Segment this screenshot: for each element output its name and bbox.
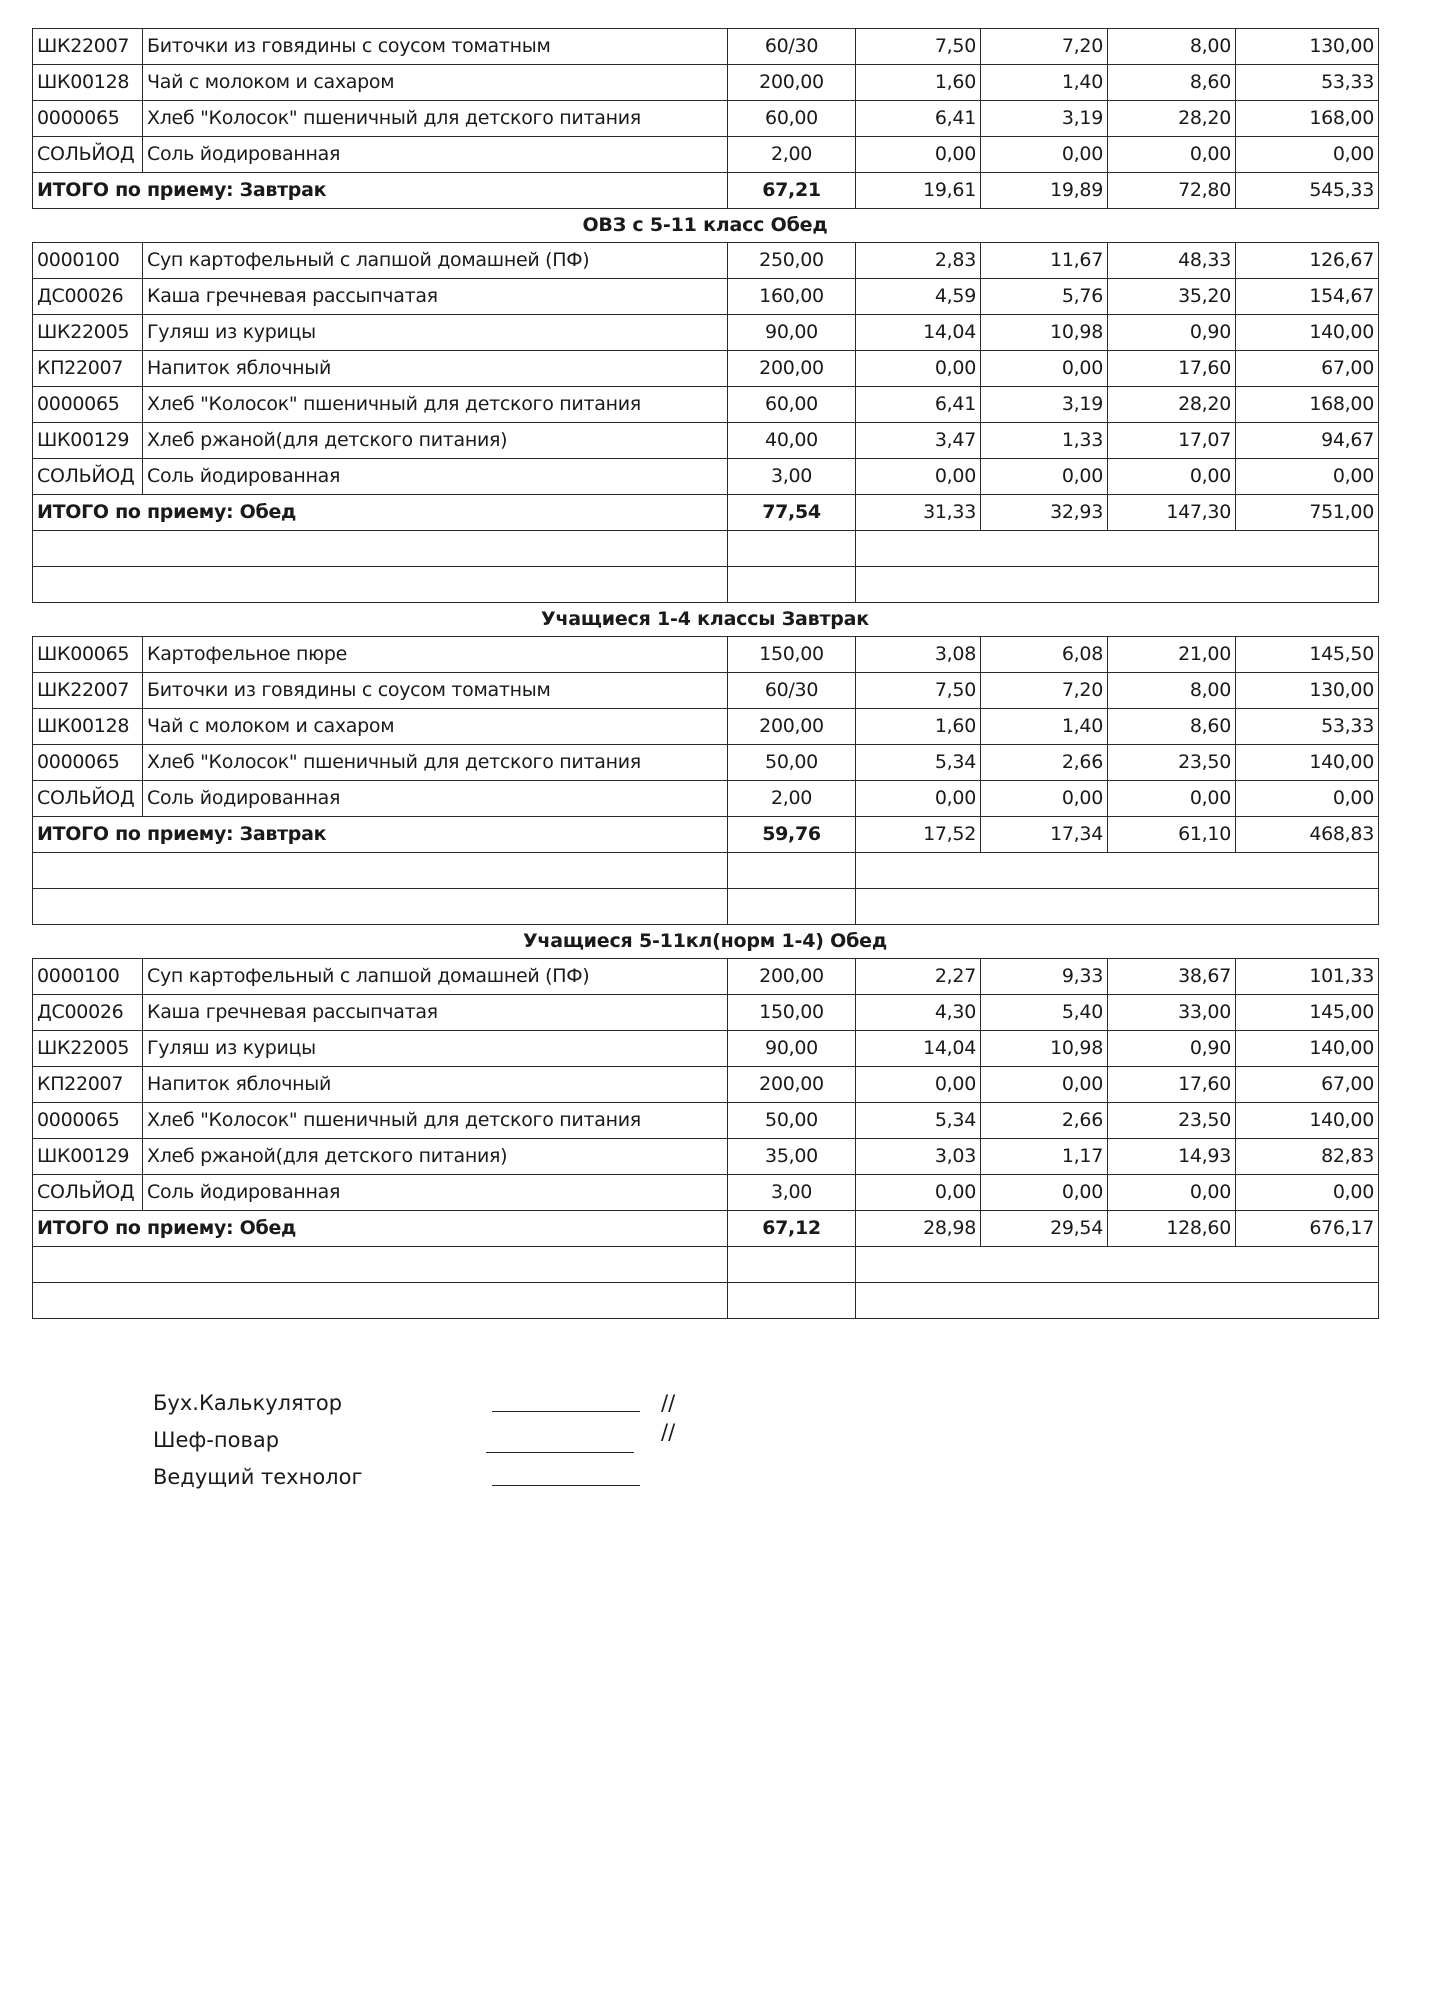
dish-code: КП22007 <box>33 1067 143 1103</box>
dish-name: Гуляш из курицы <box>143 315 728 351</box>
total-carbs: 61,10 <box>1108 817 1236 853</box>
total-calories: 545,33 <box>1236 173 1379 209</box>
calories: 154,67 <box>1236 279 1379 315</box>
dish-name: Суп картофельный с лапшой домашней (ПФ) <box>143 959 728 995</box>
calories: 82,83 <box>1236 1139 1379 1175</box>
fat: 1,40 <box>981 709 1108 745</box>
table-row <box>33 243 1379 279</box>
table-row <box>33 709 1379 745</box>
protein: 4,59 <box>856 279 981 315</box>
fat: 0,00 <box>981 1067 1108 1103</box>
total-label: ИТОГО по приему: Обед <box>33 1211 728 1247</box>
total-row <box>33 817 1379 853</box>
protein: 14,04 <box>856 315 981 351</box>
fat: 0,00 <box>981 1175 1108 1211</box>
protein: 0,00 <box>856 781 981 817</box>
protein: 6,41 <box>856 387 981 423</box>
total-fat: 32,93 <box>981 495 1108 531</box>
dish-name: Хлеб ржаной(для детского питания) <box>143 1139 728 1175</box>
carbs: 48,33 <box>1108 243 1236 279</box>
protein: 6,41 <box>856 101 981 137</box>
total-protein: 17,52 <box>856 817 981 853</box>
table-row <box>33 29 1379 65</box>
signature-role: Шеф-повар <box>153 1428 280 1452</box>
fat: 10,98 <box>981 315 1108 351</box>
table-row <box>33 351 1379 387</box>
protein: 2,27 <box>856 959 981 995</box>
dish-code: 0000065 <box>33 101 143 137</box>
menu-table-lunch-5-11 <box>32 958 1379 1319</box>
total-portion: 59,76 <box>728 817 856 853</box>
protein: 7,50 <box>856 29 981 65</box>
empty-row <box>33 531 1379 567</box>
total-protein: 31,33 <box>856 495 981 531</box>
table-row <box>33 1175 1379 1211</box>
menu-table-breakfast-1-4 <box>32 636 1379 925</box>
protein: 0,00 <box>856 137 981 173</box>
dish-code: СОЛЬЙОД <box>33 137 143 173</box>
calories: 94,67 <box>1236 423 1379 459</box>
calories: 168,00 <box>1236 387 1379 423</box>
carbs: 0,90 <box>1108 1031 1236 1067</box>
total-protein: 19,61 <box>856 173 981 209</box>
total-fat: 29,54 <box>981 1211 1108 1247</box>
dish-name: Соль йодированная <box>143 459 728 495</box>
signature-mark: // <box>661 1420 676 1444</box>
protein: 1,60 <box>856 65 981 101</box>
dish-name: Хлеб "Колосок" пшеничный для детского питания <box>143 1103 728 1139</box>
total-carbs: 147,30 <box>1108 495 1236 531</box>
portion: 250,00 <box>728 243 856 279</box>
dish-name: Напиток яблочный <box>143 351 728 387</box>
dish-code: ДС00026 <box>33 995 143 1031</box>
total-label: ИТОГО по приему: Завтрак <box>33 817 728 853</box>
portion: 60/30 <box>728 673 856 709</box>
table-row <box>33 315 1379 351</box>
dish-code: ШК22007 <box>33 673 143 709</box>
carbs: 28,20 <box>1108 101 1236 137</box>
portion: 2,00 <box>728 137 856 173</box>
empty-cell <box>33 531 728 567</box>
table-row <box>33 137 1379 173</box>
portion: 200,00 <box>728 959 856 995</box>
dish-name: Напиток яблочный <box>143 1067 728 1103</box>
signature-role: Ведущий технолог <box>153 1465 363 1489</box>
empty-cell <box>728 1247 856 1283</box>
section-title: Учащиеся 5-11кл(норм 1-4) Обед <box>522 930 888 952</box>
protein: 5,34 <box>856 745 981 781</box>
table-row <box>33 423 1379 459</box>
carbs: 0,00 <box>1108 459 1236 495</box>
calories: 0,00 <box>1236 1175 1379 1211</box>
dish-code: ШК00129 <box>33 1139 143 1175</box>
empty-cell <box>728 853 856 889</box>
total-portion: 67,21 <box>728 173 856 209</box>
carbs: 17,60 <box>1108 1067 1236 1103</box>
table-row <box>33 673 1379 709</box>
protein: 2,83 <box>856 243 981 279</box>
empty-cell <box>856 889 1379 925</box>
calories: 126,67 <box>1236 243 1379 279</box>
empty-row <box>33 1247 1379 1283</box>
protein: 3,08 <box>856 637 981 673</box>
table-row <box>33 279 1379 315</box>
signature-line <box>492 1411 640 1412</box>
total-calories: 751,00 <box>1236 495 1379 531</box>
fat: 5,40 <box>981 995 1108 1031</box>
carbs: 14,93 <box>1108 1139 1236 1175</box>
protein: 5,34 <box>856 1103 981 1139</box>
dish-name: Чай с молоком и сахаром <box>143 65 728 101</box>
calories: 145,00 <box>1236 995 1379 1031</box>
calories: 140,00 <box>1236 745 1379 781</box>
empty-cell <box>728 889 856 925</box>
calories: 67,00 <box>1236 1067 1379 1103</box>
calories: 168,00 <box>1236 101 1379 137</box>
portion: 60,00 <box>728 101 856 137</box>
dish-name: Соль йодированная <box>143 1175 728 1211</box>
fat: 6,08 <box>981 637 1108 673</box>
empty-cell <box>33 1247 728 1283</box>
carbs: 8,60 <box>1108 65 1236 101</box>
fat: 9,33 <box>981 959 1108 995</box>
carbs: 0,00 <box>1108 1175 1236 1211</box>
dish-name: Гуляш из курицы <box>143 1031 728 1067</box>
signature-block <box>153 1385 713 1496</box>
signature-technologist <box>153 1459 713 1496</box>
dish-code: ШК00129 <box>33 423 143 459</box>
empty-cell <box>856 1283 1379 1319</box>
total-calories: 676,17 <box>1236 1211 1379 1247</box>
menu-document <box>32 28 1378 1319</box>
portion: 150,00 <box>728 637 856 673</box>
total-row <box>33 173 1379 209</box>
dish-code: ШК22005 <box>33 1031 143 1067</box>
dish-code: 0000100 <box>33 243 143 279</box>
calories: 140,00 <box>1236 1103 1379 1139</box>
carbs: 8,00 <box>1108 673 1236 709</box>
table-row <box>33 459 1379 495</box>
total-portion: 77,54 <box>728 495 856 531</box>
fat: 2,66 <box>981 1103 1108 1139</box>
dish-code: ДС00026 <box>33 279 143 315</box>
dish-name: Соль йодированная <box>143 781 728 817</box>
carbs: 17,60 <box>1108 351 1236 387</box>
table-row <box>33 1139 1379 1175</box>
portion: 2,00 <box>728 781 856 817</box>
fat: 0,00 <box>981 351 1108 387</box>
menu-table-breakfast-ovz <box>32 28 1379 209</box>
carbs: 23,50 <box>1108 745 1236 781</box>
dish-code: 0000100 <box>33 959 143 995</box>
portion: 200,00 <box>728 65 856 101</box>
dish-code: 0000065 <box>33 745 143 781</box>
fat: 2,66 <box>981 745 1108 781</box>
calories: 0,00 <box>1236 459 1379 495</box>
dish-code: ШК22005 <box>33 315 143 351</box>
total-row <box>33 495 1379 531</box>
total-label: ИТОГО по приему: Завтрак <box>33 173 728 209</box>
dish-name: Чай с молоком и сахаром <box>143 709 728 745</box>
dish-code: ШК00065 <box>33 637 143 673</box>
carbs: 35,20 <box>1108 279 1236 315</box>
total-carbs: 72,80 <box>1108 173 1236 209</box>
portion: 200,00 <box>728 351 856 387</box>
empty-cell <box>33 567 728 603</box>
portion: 35,00 <box>728 1139 856 1175</box>
fat: 1,17 <box>981 1139 1108 1175</box>
protein: 0,00 <box>856 351 981 387</box>
menu-table-lunch-ovz <box>32 242 1379 603</box>
carbs: 23,50 <box>1108 1103 1236 1139</box>
total-portion: 67,12 <box>728 1211 856 1247</box>
empty-row <box>33 889 1379 925</box>
signature-role: Бух.Калькулятор <box>153 1391 343 1415</box>
table-row <box>33 1067 1379 1103</box>
dish-code: ШК00128 <box>33 709 143 745</box>
carbs: 8,00 <box>1108 29 1236 65</box>
carbs: 8,60 <box>1108 709 1236 745</box>
signature-line <box>492 1485 640 1486</box>
protein: 3,47 <box>856 423 981 459</box>
protein: 0,00 <box>856 1175 981 1211</box>
table-row <box>33 995 1379 1031</box>
calories: 53,33 <box>1236 65 1379 101</box>
dish-code: КП22007 <box>33 351 143 387</box>
portion: 150,00 <box>728 995 856 1031</box>
signature-mark: // <box>661 1391 676 1415</box>
portion: 60/30 <box>728 29 856 65</box>
dish-name: Каша гречневая рассыпчатая <box>143 995 728 1031</box>
protein: 7,50 <box>856 673 981 709</box>
dish-name: Картофельное пюре <box>143 637 728 673</box>
carbs: 21,00 <box>1108 637 1236 673</box>
table-row <box>33 781 1379 817</box>
section-title: ОВЗ с 5-11 класс Обед <box>582 214 828 236</box>
calories: 0,00 <box>1236 781 1379 817</box>
portion: 40,00 <box>728 423 856 459</box>
carbs: 33,00 <box>1108 995 1236 1031</box>
empty-cell <box>728 567 856 603</box>
empty-row <box>33 853 1379 889</box>
dish-code: 0000065 <box>33 387 143 423</box>
carbs: 0,00 <box>1108 137 1236 173</box>
dish-code: СОЛЬЙОД <box>33 459 143 495</box>
signature-chef <box>153 1422 713 1459</box>
protein: 4,30 <box>856 995 981 1031</box>
empty-cell <box>856 1247 1379 1283</box>
fat: 10,98 <box>981 1031 1108 1067</box>
dish-name: Хлеб "Колосок" пшеничный для детского питания <box>143 745 728 781</box>
total-fat: 17,34 <box>981 817 1108 853</box>
calories: 67,00 <box>1236 351 1379 387</box>
total-fat: 19,89 <box>981 173 1108 209</box>
calories: 53,33 <box>1236 709 1379 745</box>
fat: 1,40 <box>981 65 1108 101</box>
portion: 200,00 <box>728 1067 856 1103</box>
portion: 90,00 <box>728 315 856 351</box>
calories: 130,00 <box>1236 673 1379 709</box>
fat: 3,19 <box>981 101 1108 137</box>
fat: 11,67 <box>981 243 1108 279</box>
total-carbs: 128,60 <box>1108 1211 1236 1247</box>
dish-name: Хлеб ржаной(для детского питания) <box>143 423 728 459</box>
portion: 90,00 <box>728 1031 856 1067</box>
fat: 5,76 <box>981 279 1108 315</box>
empty-cell <box>856 531 1379 567</box>
total-calories: 468,83 <box>1236 817 1379 853</box>
dish-code: ШК00128 <box>33 65 143 101</box>
total-protein: 28,98 <box>856 1211 981 1247</box>
empty-cell <box>33 853 728 889</box>
empty-cell <box>856 853 1379 889</box>
table-row <box>33 745 1379 781</box>
signature-accountant <box>153 1385 713 1422</box>
fat: 7,20 <box>981 29 1108 65</box>
empty-cell <box>33 889 728 925</box>
empty-cell <box>856 567 1379 603</box>
portion: 50,00 <box>728 1103 856 1139</box>
fat: 7,20 <box>981 673 1108 709</box>
dish-name: Суп картофельный с лапшой домашней (ПФ) <box>143 243 728 279</box>
table-row <box>33 1103 1379 1139</box>
portion: 3,00 <box>728 459 856 495</box>
section-title: Учащиеся 1-4 классы Завтрак <box>541 608 869 630</box>
fat: 0,00 <box>981 459 1108 495</box>
calories: 140,00 <box>1236 315 1379 351</box>
portion: 50,00 <box>728 745 856 781</box>
calories: 0,00 <box>1236 137 1379 173</box>
calories: 101,33 <box>1236 959 1379 995</box>
calories: 130,00 <box>1236 29 1379 65</box>
dish-name: Биточки из говядины с соусом томатным <box>143 673 728 709</box>
dish-code: СОЛЬЙОД <box>33 781 143 817</box>
carbs: 0,00 <box>1108 781 1236 817</box>
fat: 3,19 <box>981 387 1108 423</box>
table-row <box>33 65 1379 101</box>
carbs: 17,07 <box>1108 423 1236 459</box>
fat: 1,33 <box>981 423 1108 459</box>
signature-line <box>486 1452 634 1453</box>
carbs: 38,67 <box>1108 959 1236 995</box>
protein: 0,00 <box>856 459 981 495</box>
total-label: ИТОГО по приему: Обед <box>33 495 728 531</box>
table-row <box>33 387 1379 423</box>
empty-row <box>33 1283 1379 1319</box>
calories: 145,50 <box>1236 637 1379 673</box>
empty-row <box>33 567 1379 603</box>
empty-cell <box>728 1283 856 1319</box>
fat: 0,00 <box>981 781 1108 817</box>
dish-name: Соль йодированная <box>143 137 728 173</box>
protein: 3,03 <box>856 1139 981 1175</box>
empty-cell <box>33 1283 728 1319</box>
table-row <box>33 637 1379 673</box>
protein: 14,04 <box>856 1031 981 1067</box>
protein: 1,60 <box>856 709 981 745</box>
protein: 0,00 <box>856 1067 981 1103</box>
dish-name: Хлеб "Колосок" пшеничный для детского питания <box>143 387 728 423</box>
fat: 0,00 <box>981 137 1108 173</box>
table-row <box>33 1031 1379 1067</box>
dish-name: Каша гречневая рассыпчатая <box>143 279 728 315</box>
portion: 200,00 <box>728 709 856 745</box>
portion: 160,00 <box>728 279 856 315</box>
empty-cell <box>728 531 856 567</box>
portion: 60,00 <box>728 387 856 423</box>
total-row <box>33 1211 1379 1247</box>
dish-name: Биточки из говядины с соусом томатным <box>143 29 728 65</box>
table-row <box>33 101 1379 137</box>
calories: 140,00 <box>1236 1031 1379 1067</box>
dish-code: 0000065 <box>33 1103 143 1139</box>
dish-code: СОЛЬЙОД <box>33 1175 143 1211</box>
carbs: 0,90 <box>1108 315 1236 351</box>
table-row <box>33 959 1379 995</box>
portion: 3,00 <box>728 1175 856 1211</box>
carbs: 28,20 <box>1108 387 1236 423</box>
dish-code: ШК22007 <box>33 29 143 65</box>
dish-name: Хлеб "Колосок" пшеничный для детского питания <box>143 101 728 137</box>
